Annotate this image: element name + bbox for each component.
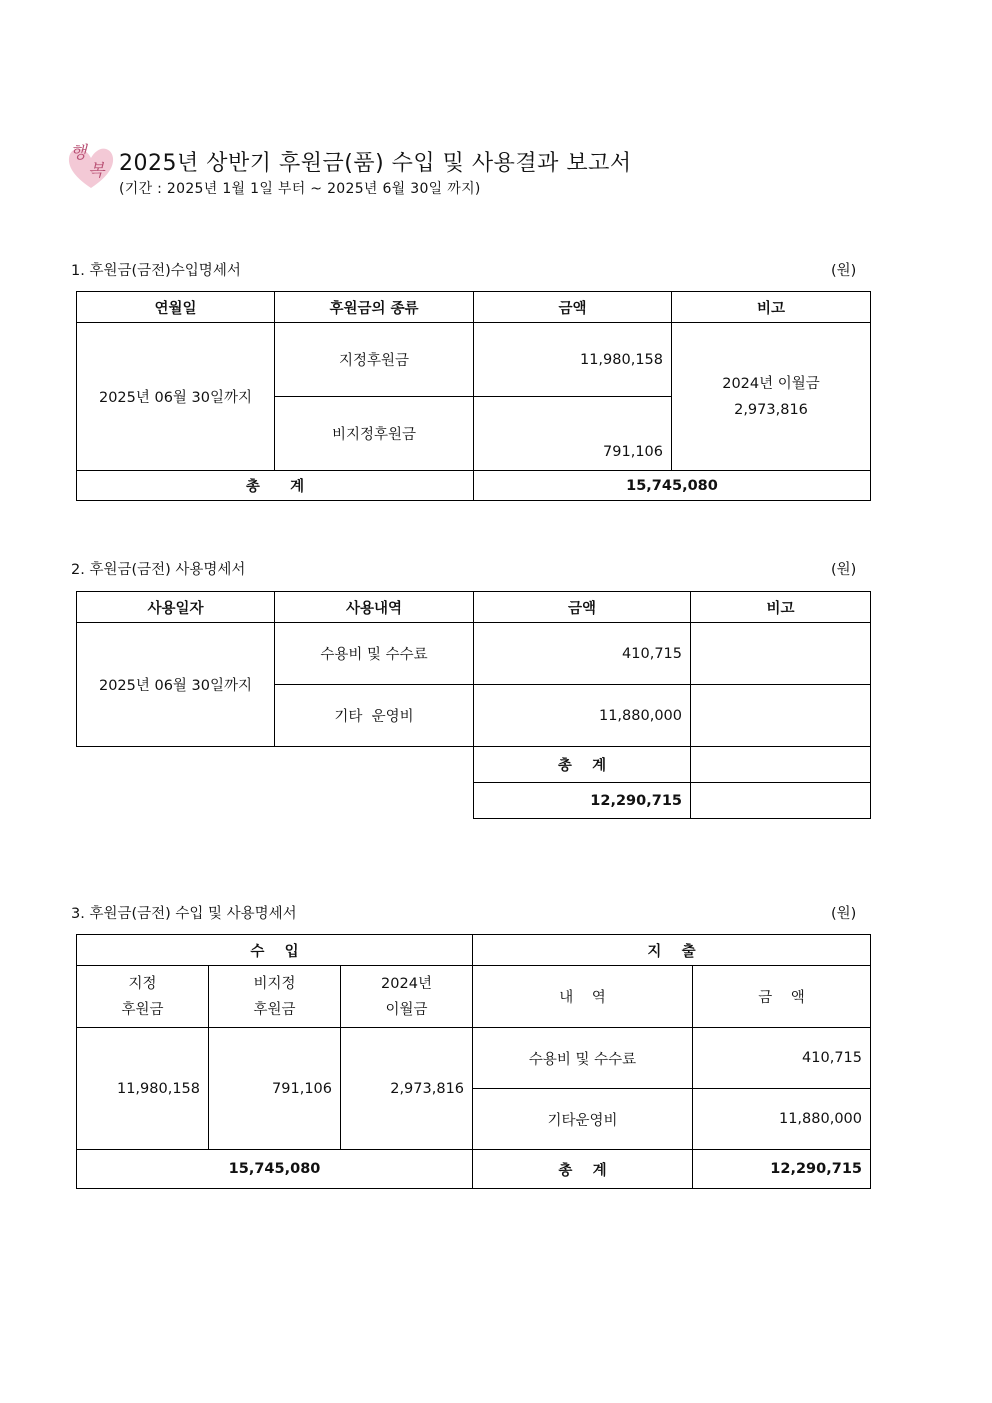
income-designated-value: 11,980,158: [77, 1028, 209, 1150]
header-note: 비고: [672, 292, 871, 323]
income-table: [76, 291, 871, 501]
section3-heading: 3. 후원금(금전) 수입 및 사용명세서: [71, 906, 297, 922]
summary-income-total: 15,745,080: [77, 1150, 473, 1189]
summary-expense-total-label: 총 계: [473, 1150, 693, 1189]
report-period: (기간 : 2025년 1월 1일 부터 ~ 2025년 6월 30일 까지): [119, 181, 481, 197]
heart-icon: [66, 138, 116, 194]
income-undesignated-value: 791,106: [209, 1028, 341, 1150]
summary-table: [76, 934, 871, 1189]
col-designated: [77, 966, 209, 1028]
report-title: 2025년 상반기 후원금(품) 수입 및 사용결과 보고서: [119, 151, 632, 176]
table-row-item: 수용비 및 수수료: [275, 623, 474, 685]
header-amount: 금액: [474, 292, 672, 323]
table-row-note: [691, 685, 871, 747]
carryover-note: [672, 323, 871, 471]
usage-total-value: 12,290,715: [474, 783, 691, 819]
table-row-type: 비지정후원금: [275, 397, 474, 471]
col-expense-item: 내 역: [473, 966, 693, 1028]
header-usage-amount: 금액: [474, 592, 691, 623]
table-row-type: 지정후원금: [275, 323, 474, 397]
col-designated-line2: 후원금: [121, 1001, 164, 1018]
summary-expense-total: 12,290,715: [693, 1150, 871, 1189]
col-carryover-line2: 이월금: [385, 1001, 428, 1018]
section2-heading: 2. 후원금(금전) 사용명세서: [71, 562, 246, 578]
blank-cell: [77, 783, 474, 819]
col-undesignated-line2: 후원금: [253, 1001, 296, 1018]
table-row-amount: 410,715: [693, 1028, 871, 1089]
section1-heading: 1. 후원금(금전)수입명세서: [71, 263, 241, 279]
table-row-amount: 11,980,158: [474, 323, 672, 397]
svg-text:행: 행: [70, 143, 87, 163]
table-row-note: [691, 623, 871, 685]
col-carryover-line1: 2024년: [381, 975, 432, 992]
section2-unit: (원): [831, 562, 857, 578]
header-usage-date: 사용일자: [77, 592, 275, 623]
income-carryover-value: 2,973,816: [341, 1028, 473, 1150]
header-date: 연월일: [77, 292, 275, 323]
income-group-header: 수 입: [77, 935, 473, 966]
income-date: 2025년 06월 30일까지: [77, 323, 275, 471]
expense-group-header: 지 출: [473, 935, 871, 966]
table-row-item: 수용비 및 수수료: [473, 1028, 693, 1089]
col-undesignated-line1: 비지정: [253, 975, 296, 992]
table-row-amount: 11,880,000: [693, 1089, 871, 1150]
income-total-label: 총 계: [77, 471, 474, 501]
header-usage-item: 사용내역: [275, 592, 474, 623]
table-row-amount: 11,880,000: [474, 685, 691, 747]
usage-date: 2025년 06월 30일까지: [77, 623, 275, 747]
table-row-item: 기타 운영비: [275, 685, 474, 747]
svg-text:복: 복: [88, 161, 105, 181]
section3-unit: (원): [831, 906, 857, 922]
header-usage-note: 비고: [691, 592, 871, 623]
usage-total-label: 총 계: [474, 747, 691, 783]
usage-total-note: [691, 783, 871, 819]
col-expense-amount: 금 액: [693, 966, 871, 1028]
col-undesignated: [209, 966, 341, 1028]
section1-unit: (원): [831, 263, 857, 279]
carryover-amount: 2,973,816: [734, 401, 808, 418]
carryover-label: 2024년 이월금: [722, 375, 820, 392]
income-total-value: 15,745,080: [474, 471, 871, 501]
usage-total-note: [691, 747, 871, 783]
table-row-item: 기타운영비: [473, 1089, 693, 1150]
usage-table: [76, 591, 871, 819]
col-carryover: [341, 966, 473, 1028]
table-row-amount: 410,715: [474, 623, 691, 685]
col-designated-line1: 지정: [128, 975, 157, 992]
header-type: 후원금의 종류: [275, 292, 474, 323]
blank-cell: [77, 747, 474, 783]
table-row-amount: 791,106: [474, 397, 672, 471]
happiness-logo: [66, 138, 116, 194]
